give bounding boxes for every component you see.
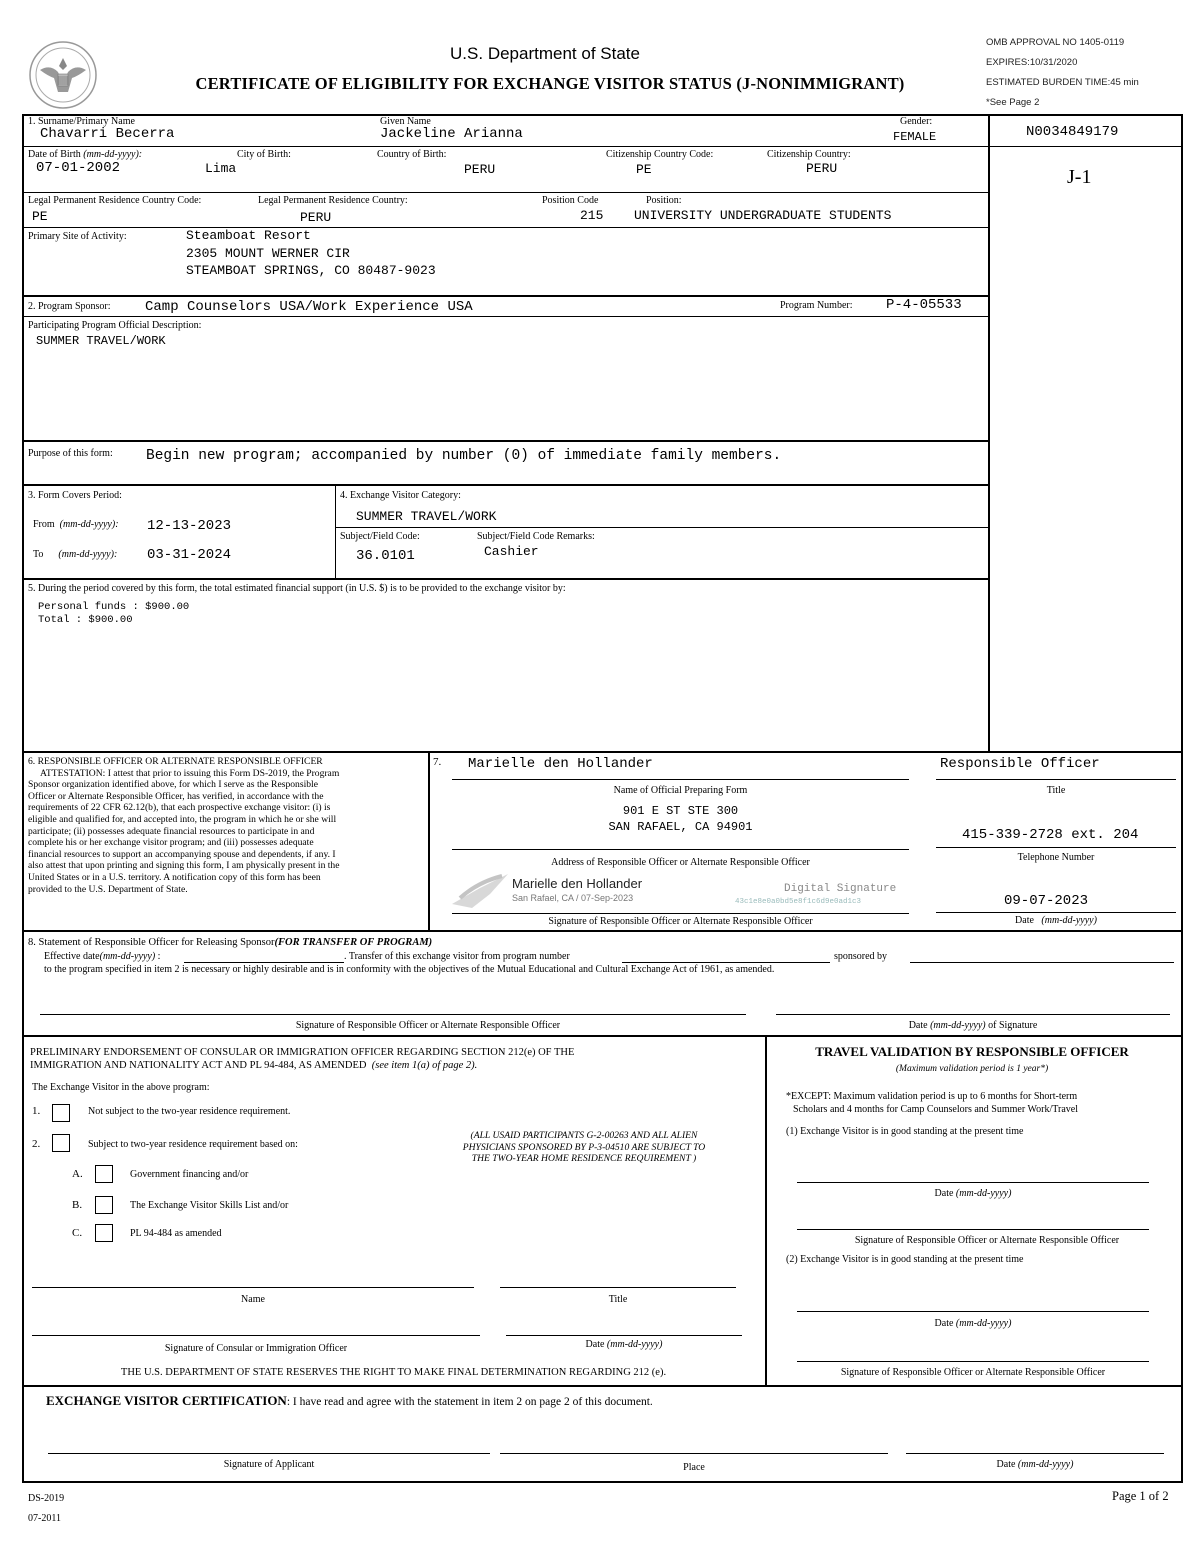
travel-item-2: (2) Exchange Visitor is in good standing at the present time bbox=[786, 1254, 1024, 1265]
lpr-code-label: Legal Permanent Residence Country Code: bbox=[28, 195, 202, 206]
period-to-label bbox=[33, 549, 117, 560]
subject-code-label: Subject/Field Code: bbox=[340, 531, 420, 542]
effective-colon: : bbox=[157, 951, 161, 962]
omb-expires: EXPIRES:10/31/2020 bbox=[986, 57, 1078, 68]
travel-date-2-format: (mm-dd-yyyy) bbox=[955, 1318, 1012, 1329]
form-revision: 07-2011 bbox=[28, 1513, 61, 1524]
eagle-seal-icon bbox=[28, 40, 98, 110]
transfer-heading bbox=[28, 937, 432, 948]
financial-label: 5. During the period covered by this form, the total estimated financial support (in U.S. $) is to be provided to the exchange visitor by: bbox=[28, 583, 566, 594]
position-code-value: 215 bbox=[580, 208, 604, 223]
subject-code-value: 36.0101 bbox=[356, 548, 415, 564]
surname-value: Chavarri Becerra bbox=[40, 126, 175, 142]
travel-heading: TRAVEL VALIDATION BY RESPONSIBLE OFFICER bbox=[815, 1044, 1129, 1059]
cit-country-label: Citizenship Country: bbox=[767, 149, 851, 160]
official-name-label: Name of Official Preparing Form bbox=[613, 785, 748, 796]
applicant-date-format: (mm-dd-yyyy) bbox=[1017, 1459, 1074, 1470]
site-line: Steamboat Resort bbox=[186, 228, 311, 243]
address-line: SAN RAFAEL, CA 94901 bbox=[608, 820, 753, 834]
address-label: Address of Responsible Officer or Alternate Responsible Officer bbox=[551, 857, 810, 868]
period-from-value: 12-13-2023 bbox=[147, 518, 232, 534]
endorsement-heading-note: (see item 1(a) of page 2). bbox=[371, 1060, 478, 1071]
consular-date-label bbox=[506, 1339, 742, 1350]
position-code-label: Position Code bbox=[542, 195, 599, 206]
visa-type: J-1 bbox=[1067, 166, 1092, 188]
attestation-line: United States or in a U.S. territory. A notification copy of this form has been bbox=[28, 871, 321, 883]
transfer-heading-text: 8. Statement of Responsible Officer for Releasing Sponsor bbox=[28, 937, 275, 948]
option-2-checkbox[interactable] bbox=[52, 1134, 70, 1152]
attestation-line: complete his or her exchange visitor program; and (iii) possesses adequate bbox=[28, 837, 314, 849]
certification-text: : I have read and agree with the statement in item 2 on page 2 of this document. bbox=[286, 1396, 653, 1408]
financial-lines bbox=[38, 601, 189, 627]
travel-item-1: (1) Exchange Visitor is in good standing at the present time bbox=[786, 1126, 1024, 1137]
place-label: Place bbox=[683, 1462, 705, 1473]
cit-code-label: Citizenship Country Code: bbox=[606, 149, 714, 160]
lpr-code-value: PE bbox=[32, 209, 48, 224]
endorsement-intro: The Exchange Visitor in the above program: bbox=[32, 1082, 210, 1093]
applicant-date-label bbox=[906, 1459, 1164, 1470]
applicant-sig-label: Signature of Applicant bbox=[223, 1459, 315, 1470]
usaid-note bbox=[410, 1130, 758, 1165]
omb-see-page: *See Page 2 bbox=[986, 97, 1040, 108]
attestation-line: Sponsor organization identified above, for which I serve as the Responsible bbox=[28, 779, 318, 791]
from-label: From bbox=[33, 519, 55, 530]
transfer-line1 bbox=[44, 951, 160, 962]
digital-signature-hash: 43c1e8e0a0bd5e8f1c6d9e0ad1c3 bbox=[735, 898, 862, 906]
travel-date-2-label bbox=[797, 1318, 1149, 1329]
site-line: STEAMBOAT SPRINGS, CO 80487-9023 bbox=[186, 263, 436, 278]
dob-format: (mm-dd-yyyy): bbox=[83, 149, 143, 160]
certification-statement bbox=[46, 1393, 653, 1409]
given-label: Given Name bbox=[380, 116, 431, 127]
site-label: Primary Site of Activity: bbox=[28, 231, 127, 242]
financial-line: Personal funds : $900.00 bbox=[38, 601, 190, 613]
signature-place: San Rafael, CA / 07-Sep-2023 bbox=[512, 893, 634, 903]
period-to-value: 03-31-2024 bbox=[147, 547, 232, 563]
transfer-text: . Transfer of this exchange visitor from program number bbox=[344, 951, 570, 962]
option-1-text: Not subject to the two-year residence requirement. bbox=[88, 1106, 291, 1117]
official-title-label: Title bbox=[1046, 785, 1066, 796]
transfer-date-label bbox=[776, 1020, 1170, 1031]
attestation-line: requirements of 22 CFR 62.12(b), that each prospective exchange visitor: (i) is bbox=[28, 802, 331, 814]
form-title: CERTIFICATE OF ELIGIBILITY FOR EXCHANGE VISITOR STATUS (J-NONIMMIGRANT) bbox=[195, 74, 905, 93]
endorsement-heading-2: IMMIGRATION AND NATIONALITY ACT AND PL 94-484, AS AMENDED bbox=[30, 1060, 367, 1071]
sponsored-by-label: sponsored by bbox=[834, 951, 888, 962]
date-label: Date bbox=[1015, 915, 1034, 926]
travel-sig-1-label: Signature of Responsible Officer or Alternate Responsible Officer bbox=[854, 1235, 1120, 1246]
option-b-letter: B. bbox=[72, 1199, 83, 1211]
attestation-line: also attest that upon printing and signing this form, I am physically present in the bbox=[28, 860, 340, 872]
endorsement-heading-2-wrap bbox=[30, 1059, 574, 1072]
attestation-line: participate; (ii) possesses adequate financial resources to participate in and bbox=[28, 825, 315, 837]
attestation-line: financial resources to support an accompanying spouse and dependents, if any. I bbox=[28, 848, 336, 860]
signature-name: Marielle den Hollander bbox=[512, 876, 643, 891]
page-number: Page 1 of 2 bbox=[1112, 1489, 1169, 1503]
certification-heading: EXCHANGE VISITOR CERTIFICATION bbox=[46, 1393, 287, 1408]
signature-date-label bbox=[936, 915, 1176, 926]
dob-label bbox=[28, 149, 142, 160]
travel-sub: (Maximum validation period is 1 year*) bbox=[895, 1064, 1049, 1074]
sponsor-label: 2. Program Sponsor: bbox=[28, 301, 111, 312]
consular-date-text: Date bbox=[585, 1339, 605, 1350]
lpr-country-value: PERU bbox=[300, 210, 332, 225]
country-birth-label: Country of Birth: bbox=[377, 149, 447, 160]
phone-label: Telephone Number bbox=[1017, 852, 1095, 863]
category-value: SUMMER TRAVEL/WORK bbox=[356, 509, 497, 524]
program-number-value: P-4-05533 bbox=[886, 297, 962, 313]
country-birth-value: PERU bbox=[464, 162, 496, 177]
form-number: DS-2019 bbox=[28, 1493, 65, 1504]
travel-date-1-label bbox=[797, 1188, 1149, 1199]
site-line: 2305 MOUNT WERNER CIR bbox=[186, 245, 350, 261]
option-a-letter: A. bbox=[72, 1168, 83, 1180]
dob-label-text: Date of Birth bbox=[28, 149, 81, 160]
option-2-number: 2. bbox=[32, 1138, 41, 1150]
travel-sig-2-label: Signature of Responsible Officer or Alternate Responsible Officer bbox=[840, 1367, 1106, 1378]
reserve-statement: THE U.S. DEPARTMENT OF STATE RESERVES THE RIGHT TO MAKE FINAL DETERMINATION REGARDING 212 (e). bbox=[120, 1367, 667, 1378]
usaid-note-line: (ALL USAID PARTICIPANTS G-2-00263 AND ALL ALIEN bbox=[470, 1130, 698, 1141]
section7-number: 7. bbox=[433, 756, 442, 768]
surname-label: 1. Surname/Primary Name bbox=[28, 116, 135, 127]
omb-approval: OMB APPROVAL NO 1405-0119 bbox=[986, 37, 1125, 48]
remarks-value: Cashier bbox=[484, 544, 539, 559]
effective-date-label: Effective date bbox=[44, 951, 100, 962]
site-address bbox=[186, 227, 436, 280]
omb-info bbox=[986, 33, 1139, 113]
transfer-sig-label: Signature of Responsible Officer or Alternate Responsible Officer bbox=[295, 1020, 561, 1031]
effective-date-format: (mm-dd-yyyy) bbox=[99, 951, 156, 962]
attestation-line: provided to the U.S. Department of State. bbox=[28, 883, 188, 895]
remarks-label: Subject/Field Code Remarks: bbox=[477, 531, 595, 542]
position-value: UNIVERSITY UNDERGRADUATE STUDENTS bbox=[634, 208, 892, 223]
option-1-number: 1. bbox=[32, 1105, 41, 1117]
official-phone: 415-339-2728 ext. 204 bbox=[962, 827, 1139, 843]
program-desc-label: Participating Program Official Description: bbox=[28, 320, 202, 331]
city-value: Lima bbox=[205, 161, 237, 176]
option-c-checkbox[interactable] bbox=[95, 1224, 113, 1242]
state-department-seal bbox=[28, 40, 98, 110]
transfer-date-text: Date bbox=[908, 1020, 928, 1031]
purpose-label: Purpose of this form: bbox=[28, 448, 113, 459]
attestation-line: ATTESTATION: I attest that prior to issuing this Form DS-2019, the Program bbox=[40, 767, 340, 779]
signature-label: Signature of Responsible Officer or Alternate Responsible Officer bbox=[548, 916, 813, 927]
transfer-line2: to the program specified in item 2 is necessary or highly desirable and is in conformity with the objectives of the Mutual Educational and Cultural Exchange Act of 1961, as amended. bbox=[44, 964, 775, 975]
option-1-checkbox[interactable] bbox=[52, 1104, 70, 1122]
lpr-country-label: Legal Permanent Residence Country: bbox=[258, 195, 408, 206]
period-label: 3. Form Covers Period: bbox=[28, 490, 122, 501]
to-label: To bbox=[33, 549, 44, 560]
city-label: City of Birth: bbox=[237, 149, 291, 160]
attestation-line: eligible and qualified for, and accepted into, the program in which he or she will bbox=[28, 813, 337, 825]
option-b-text: The Exchange Visitor Skills List and/or bbox=[130, 1200, 289, 1211]
cit-code-value: PE bbox=[636, 162, 652, 177]
department-name: U.S. Department of State bbox=[450, 44, 640, 63]
attestation-heading: 6. RESPONSIBLE OFFICER OR ALTERNATE RESPONSIBLE OFFICER bbox=[28, 756, 323, 767]
endorsement-heading-1: PRELIMINARY ENDORSEMENT OF CONSULAR OR IMMIGRATION OFFICER REGARDING SECTION 212(e) OF THE bbox=[30, 1047, 575, 1058]
travel-date-2-text: Date bbox=[934, 1318, 954, 1329]
usaid-note-line: PHYSICIANS SPONSORED BY P-3-04510 ARE SUBJECT TO bbox=[462, 1141, 706, 1153]
gender-label: Gender: bbox=[900, 116, 933, 127]
cit-country-value: PERU bbox=[806, 161, 838, 176]
travel-date-1-text: Date bbox=[934, 1188, 954, 1199]
travel-except-2: Scholars and 4 months for Camp Counselors and Summer Work/Travel bbox=[793, 1104, 1079, 1115]
from-format: (mm-dd-yyyy): bbox=[59, 519, 119, 530]
travel-except-1: *EXCEPT: Maximum validation period is up to 6 months for Short-term bbox=[786, 1091, 1078, 1102]
period-from-label bbox=[33, 519, 119, 530]
consular-sig-label: Signature of Consular or Immigration Officer bbox=[164, 1343, 348, 1354]
travel-date-1-format: (mm-dd-yyyy) bbox=[955, 1188, 1012, 1199]
dob-value: 07-01-2002 bbox=[36, 160, 121, 176]
option-c-letter: C. bbox=[72, 1227, 83, 1239]
transfer-date-format: (mm-dd-yyyy) bbox=[930, 1020, 986, 1031]
consular-date-format: (mm-dd-yyyy) bbox=[606, 1339, 663, 1350]
officer-title-label: Title bbox=[608, 1294, 628, 1305]
gender-value: FEMALE bbox=[893, 130, 937, 144]
omb-burden: ESTIMATED BURDEN TIME:45 min bbox=[986, 77, 1139, 88]
program-desc-value: SUMMER TRAVEL/WORK bbox=[36, 334, 166, 348]
attestation-line: Officer or Alternate Responsible Officer, has verified, in accordance with the bbox=[28, 790, 324, 802]
signature-date: 09-07-2023 bbox=[1004, 893, 1089, 909]
transfer-heading-italic: (FOR TRANSFER OF PROGRAM) bbox=[274, 937, 433, 948]
applicant-date-text: Date bbox=[996, 1459, 1016, 1470]
digital-signature-label: Digital Signature bbox=[784, 883, 897, 895]
officer-name-label: Name bbox=[241, 1294, 265, 1305]
option-a-checkbox[interactable] bbox=[95, 1165, 113, 1183]
purpose-value: Begin new program; accompanied by number (0) of immediate family members. bbox=[146, 448, 782, 464]
official-address bbox=[452, 803, 909, 835]
option-c-text: PL 94-484 as amended bbox=[130, 1228, 222, 1239]
official-name: Marielle den Hollander bbox=[468, 756, 653, 772]
endorsement-heading bbox=[30, 1046, 574, 1072]
signature-logo-icon bbox=[450, 868, 510, 912]
transfer-date-suffix: of Signature bbox=[988, 1020, 1038, 1031]
to-format: (mm-dd-yyyy): bbox=[58, 549, 118, 560]
attestation-block bbox=[28, 756, 426, 895]
sponsor-value: Camp Counselors USA/Work Experience USA bbox=[145, 299, 473, 315]
date-format: (mm-dd-yyyy) bbox=[1041, 915, 1097, 926]
program-number-label: Program Number: bbox=[780, 300, 853, 311]
sevis-id: N0034849179 bbox=[1026, 124, 1119, 140]
category-label: 4. Exchange Visitor Category: bbox=[340, 490, 461, 501]
position-label: Position: bbox=[646, 195, 682, 206]
official-title: Responsible Officer bbox=[940, 756, 1100, 772]
option-b-checkbox[interactable] bbox=[95, 1196, 113, 1214]
given-value: Jackeline Arianna bbox=[380, 126, 523, 142]
option-a-text: Government financing and/or bbox=[130, 1169, 249, 1180]
financial-line: Total : $900.00 bbox=[38, 614, 133, 626]
usaid-note-line: THE TWO-YEAR HOME RESIDENCE REQUIREMENT ) bbox=[471, 1153, 697, 1165]
option-2-text: Subject to two-year residence requirement based on: bbox=[88, 1139, 298, 1150]
address-line: 901 E ST STE 300 bbox=[622, 804, 739, 818]
